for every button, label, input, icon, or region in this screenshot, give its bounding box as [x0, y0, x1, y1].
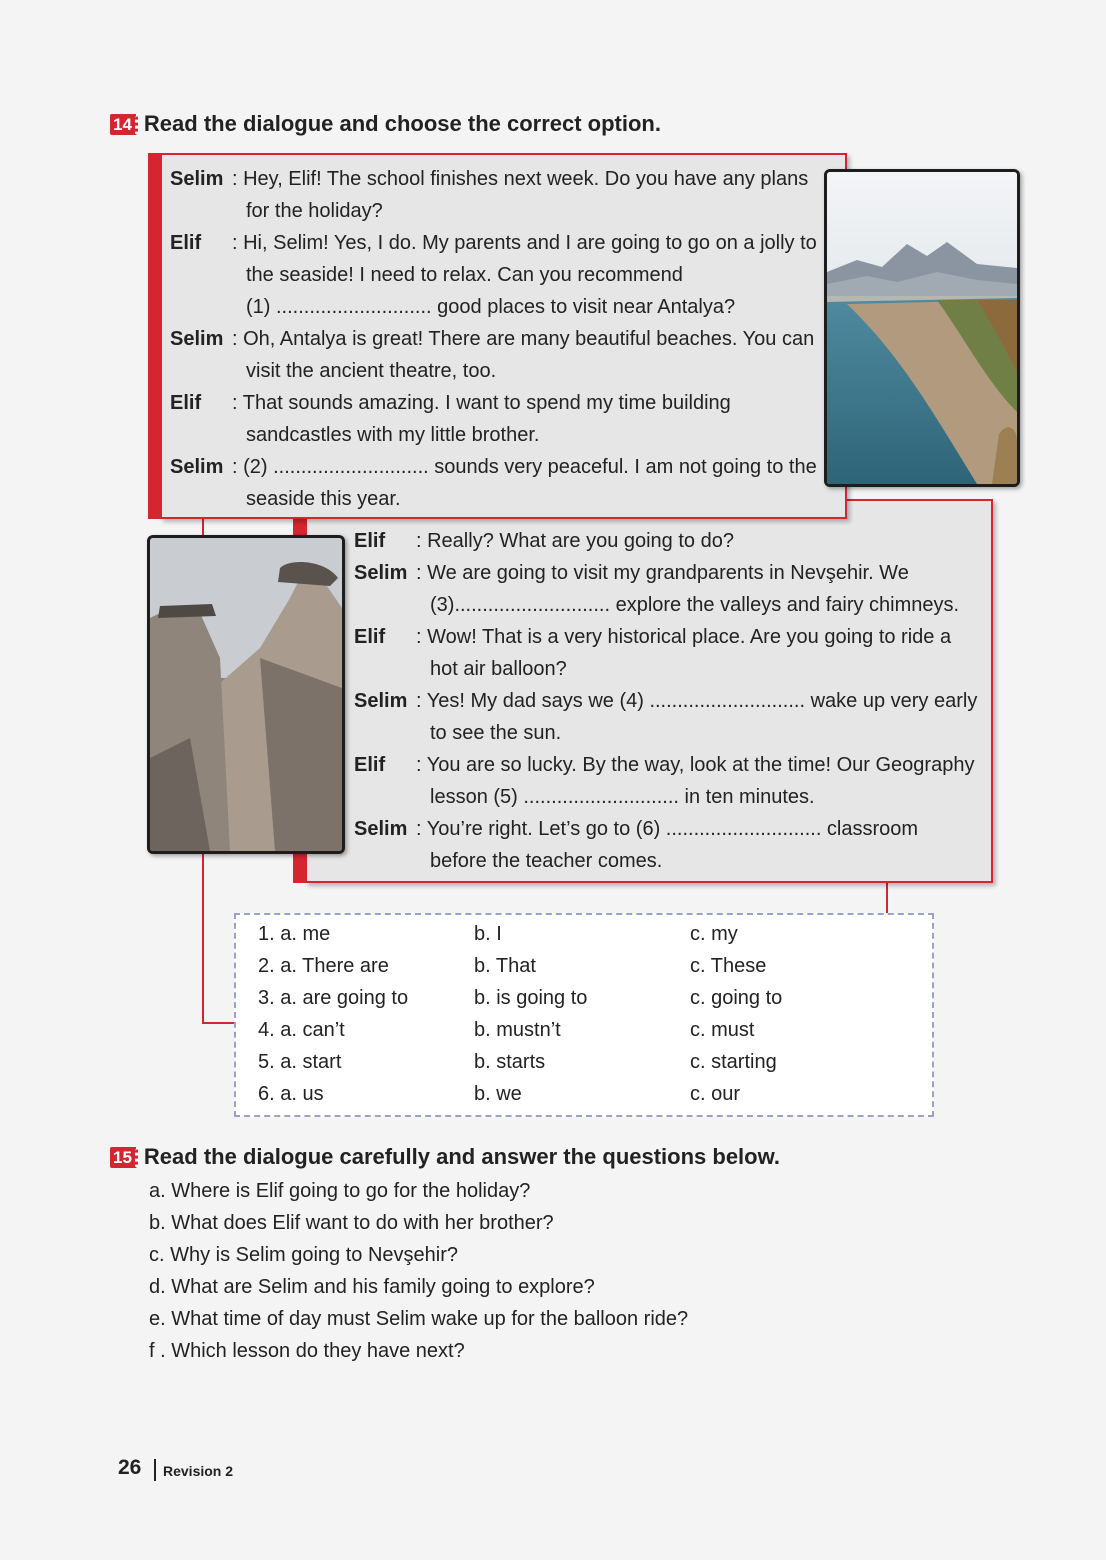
option-b[interactable]: b. That	[474, 955, 536, 977]
footer-divider	[154, 1459, 156, 1481]
option-b[interactable]: b. mustn’t	[474, 1019, 561, 1041]
speaker-name: Elif	[170, 392, 202, 414]
dialogue-line: for the holiday?	[246, 200, 383, 222]
dialogue-line: : You are so lucky. By the way, look at the time! Our Geography	[416, 754, 975, 776]
exercise-14-header	[110, 111, 661, 137]
dialogue-line: seaside this year.	[246, 488, 401, 510]
fairy-chimneys-photo	[147, 535, 345, 854]
option-a[interactable]: 1. a. me	[258, 923, 331, 945]
option-a[interactable]: 2. a. There are	[258, 955, 389, 977]
connector-line	[202, 1022, 236, 1024]
option-b[interactable]: b. is going to	[474, 987, 588, 1009]
dialogue-line: : Yes! My dad says we (4) ............................ wake up very early	[416, 690, 978, 712]
connector-line	[886, 881, 888, 914]
dialogue-line: before the teacher comes.	[430, 850, 663, 872]
dialogue-line: : We are going to visit my grandparents in Nevşehir. We	[416, 562, 909, 584]
exercise-title: Read the dialogue and choose the correct option.	[143, 111, 661, 136]
dialogue-line: : (2) ............................ sounds very peaceful. I am not going to the	[232, 456, 817, 478]
exercise-number-badge: 15	[110, 1147, 138, 1168]
option-c[interactable]: c. must	[690, 1019, 755, 1041]
speaker-name: Elif	[354, 754, 386, 776]
option-c[interactable]: c. my	[690, 923, 738, 945]
question-item: e. What time of day must Selim wake up for the balloon ride?	[149, 1308, 689, 1330]
speaker-name: Selim	[170, 456, 224, 478]
dialogue-line: (3)............................ explore the valleys and fairy chimneys.	[430, 594, 960, 616]
question-item: c. Why is Selim going to Nevşehir?	[149, 1244, 459, 1266]
option-a[interactable]: 3. a. are going to	[258, 987, 409, 1009]
dialogue-line: lesson (5) ............................ in ten minutes.	[430, 786, 815, 808]
panel-accent-bar	[148, 153, 162, 519]
connector-line	[202, 852, 204, 1024]
option-b[interactable]: b. starts	[474, 1051, 546, 1073]
option-b[interactable]: b. I	[474, 923, 502, 945]
exercise-15-header	[110, 1144, 780, 1170]
dialogue-line: the seaside! I need to relax. Can you recommend	[246, 264, 683, 286]
question-item: b. What does Elif want to do with her brother?	[149, 1212, 554, 1234]
dialogue-line: visit the ancient theatre, too.	[246, 360, 497, 382]
speaker-name: Selim	[170, 328, 224, 350]
option-c[interactable]: c. going to	[690, 987, 783, 1009]
section-label: Revision 2	[163, 1463, 234, 1479]
exercise-number-badge: 14	[110, 114, 138, 135]
option-a[interactable]: 5. a. start	[258, 1051, 342, 1073]
speaker-name: Selim	[170, 168, 224, 190]
dialogue-line: : Oh, Antalya is great! There are many beautiful beaches. You can	[232, 328, 815, 350]
question-item: f . Which lesson do they have next?	[149, 1340, 465, 1362]
page-number: 26	[118, 1456, 142, 1479]
dialogue-line: (1) ............................ good places to visit near Antalya?	[246, 296, 736, 318]
dialogue-line: : Hi, Selim! Yes, I do. My parents and I are going to go on a jolly to	[232, 232, 817, 254]
option-c[interactable]: c. These	[690, 955, 767, 977]
dialogue-line: to see the sun.	[430, 722, 562, 744]
dialogue-line: : You’re right. Let’s go to (6) ............................ classroom	[416, 818, 919, 840]
option-a[interactable]: 6. a. us	[258, 1083, 324, 1105]
question-item: d. What are Selim and his family going to explore?	[149, 1276, 595, 1298]
question-item: a. Where is Elif going to go for the holiday?	[149, 1180, 531, 1202]
option-a[interactable]: 4. a. can’t	[258, 1019, 345, 1041]
dialogue-line: sandcastles with my little brother.	[246, 424, 540, 446]
speaker-name: Elif	[354, 530, 386, 552]
dialogue-line: hot air balloon?	[430, 658, 567, 680]
option-c[interactable]: c. our	[690, 1083, 741, 1105]
speaker-name: Elif	[170, 232, 202, 254]
speaker-name: Elif	[354, 626, 386, 648]
speaker-name: Selim	[354, 818, 408, 840]
option-c[interactable]: c. starting	[690, 1051, 777, 1073]
option-b[interactable]: b. we	[474, 1083, 522, 1105]
dialogue-line: : Wow! That is a very historical place. Are you going to ride a	[416, 626, 952, 648]
antalya-beach-photo	[824, 169, 1020, 487]
dialogue-line: : Hey, Elif! The school finishes next week. Do you have any plans	[232, 168, 809, 190]
speaker-name: Selim	[354, 562, 408, 584]
exercise-title: Read the dialogue carefully and answer the questions below.	[143, 1144, 781, 1169]
dialogue-line: : That sounds amazing. I want to spend my time building	[232, 392, 731, 414]
dialogue-line: : Really? What are you going to do?	[416, 530, 734, 552]
speaker-name: Selim	[354, 690, 408, 712]
